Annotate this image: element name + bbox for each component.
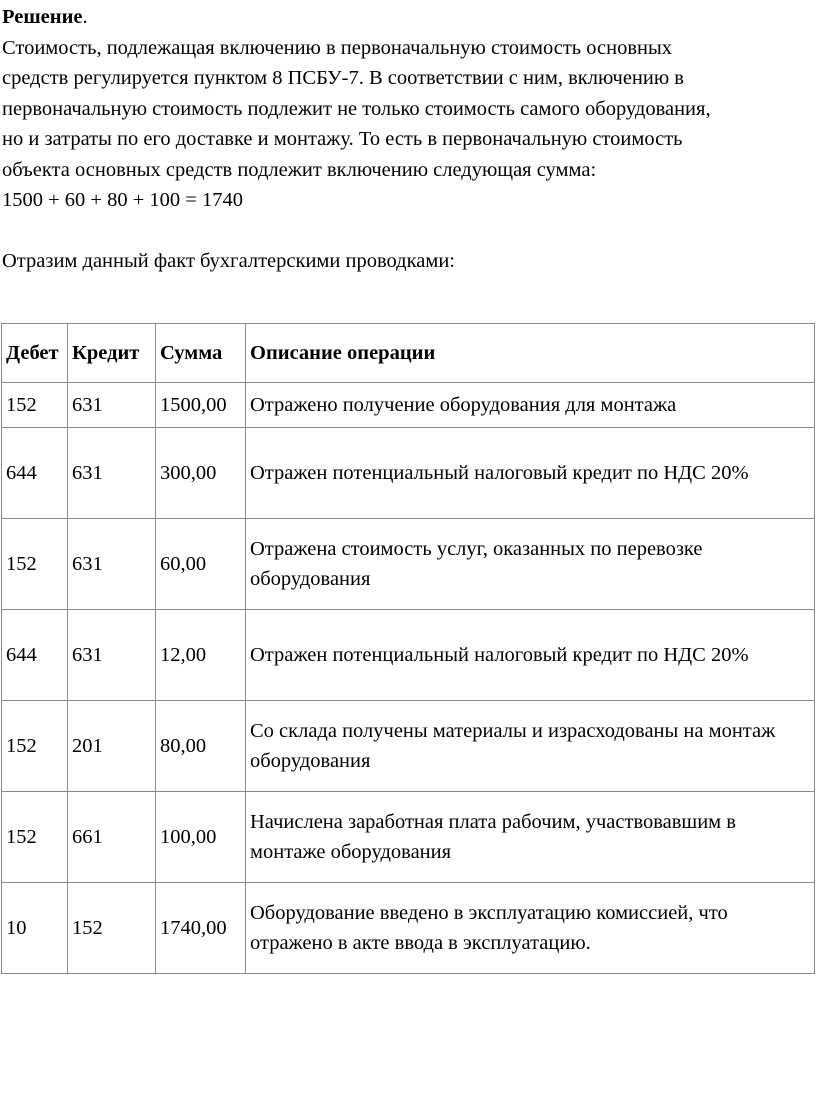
table-row <box>2 792 815 883</box>
cell-sum: 100,00 <box>156 792 246 883</box>
table-row <box>2 428 815 519</box>
header-sum: Сумма <box>156 324 246 383</box>
table-row <box>2 610 815 701</box>
cell-debet: 644 <box>2 428 68 519</box>
cell-debet: 10 <box>2 883 68 974</box>
cell-description: Отражен потенциальный налоговый кредит по НДС 20% <box>246 428 815 519</box>
cell-credit: 661 <box>68 792 156 883</box>
cell-description: Отражено получение оборудования для монтажа <box>246 383 815 428</box>
paragraph-line: первоначальную стоимость подлежит не только стоимость самого оборудования, <box>2 97 711 120</box>
header-description: Описание операции <box>246 324 815 383</box>
solution-title-punct: . <box>82 6 88 28</box>
paragraph-line: объекта основных средств подлежит включению следующая сумма: <box>2 158 597 181</box>
cell-credit: 631 <box>68 428 156 519</box>
solution-text <box>2 2 814 277</box>
cell-credit: 631 <box>68 383 156 428</box>
cell-sum: 1500,00 <box>156 383 246 428</box>
cell-debet: 152 <box>2 701 68 792</box>
cell-description: Со склада получены материалы и израсходованы на монтаж оборудования <box>246 701 815 792</box>
paragraph-line: средств регулируется пунктом 8 ПСБУ-7. В соответствии с ним, включению в <box>2 67 684 89</box>
cell-credit: 631 <box>68 519 156 610</box>
solution-title: Решение <box>2 6 83 28</box>
table-header-row <box>2 324 815 383</box>
solution-heading <box>2 2 814 33</box>
table-row <box>2 383 815 428</box>
cell-sum: 1740,00 <box>156 883 246 974</box>
table-row <box>2 701 815 792</box>
table-row <box>2 883 815 974</box>
table-row <box>2 519 815 610</box>
cell-sum: 300,00 <box>156 428 246 519</box>
cell-debet: 152 <box>2 792 68 883</box>
sum-formula: 1500 + 60 + 80 + 100 = 1740 <box>2 189 243 211</box>
cell-credit: 152 <box>68 883 156 974</box>
blank-line <box>2 216 814 247</box>
cell-description: Отражен потенциальный налоговый кредит по НДС 20% <box>246 610 815 701</box>
cell-description: Начислена заработная плата рабочим, участвовавшим в монтаже оборудования <box>246 792 815 883</box>
cell-sum: 60,00 <box>156 519 246 610</box>
cell-description: Оборудование введено в эксплуатацию комиссией, что отражено в акте ввода в эксплуатацию. <box>246 883 815 974</box>
paragraph-line: Стоимость, подлежащая включению в первоначальную стоимость основных <box>2 36 673 59</box>
cell-credit: 631 <box>68 610 156 701</box>
cell-credit: 201 <box>68 701 156 792</box>
cell-debet: 152 <box>2 383 68 428</box>
cell-debet: 644 <box>2 610 68 701</box>
cell-debet: 152 <box>2 519 68 610</box>
intro-text: Отразим данный факт бухгалтерскими проводками: <box>2 250 455 272</box>
cell-sum: 12,00 <box>156 610 246 701</box>
header-credit: Кредит <box>68 324 156 383</box>
accounting-entries-table <box>1 323 815 974</box>
cell-sum: 80,00 <box>156 701 246 792</box>
header-debet: Дебет <box>2 324 68 383</box>
paragraph-line: но и затраты по его доставке и монтажу. То есть в первоначальную стоимость <box>2 128 683 150</box>
cell-description: Отражена стоимость услуг, оказанных по перевозке оборудования <box>246 519 815 610</box>
